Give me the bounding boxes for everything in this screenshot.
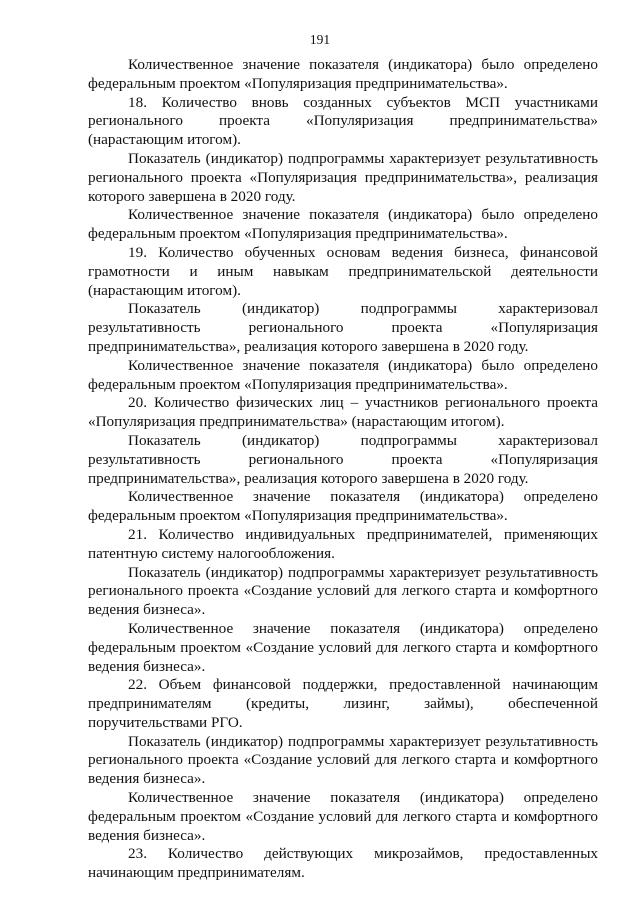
paragraph: Показатель (индикатор) подпрограммы характеризует результативность регионального проекта «Создание условий для легкого старта и комфортного ведения бизнеса».	[88, 563, 598, 619]
paragraph: Количественное значение показателя (индикатора) было определено федеральным проектом «Популяризация предпринимательства».	[88, 56, 598, 92]
paragraph: Количественное значение показателя (индикатора) определено федеральным проектом «Популяризация предпринимательства».	[88, 488, 598, 525]
paragraph: Показатель (индикатор) подпрограммы характеризовал результативность регионального проекта «Популяризация предпринимательства», реализация которого завершена в 2020 году.	[88, 431, 598, 487]
paragraph: 23. Количество действующих микрозаймов, предоставленных начинающим предпринимателям.	[88, 845, 598, 882]
document-body	[88, 56, 598, 883]
paragraph: Количественное значение показателя (индикатора) было определено федеральным проектом «Популяризация предпринимательства».	[88, 206, 598, 243]
paragraph: Показатель (индикатор) подпрограммы характеризует результативность регионального проекта «Популяризация предпринимательства», реализация которого завершена в 2020 году.	[88, 149, 598, 205]
paragraph: 18. Количество вновь созданных субъектов МСП участниками регионального проекта «Популяризация предпринимательства» (нарастающим итогом).	[88, 93, 598, 149]
paragraph: Показатель (индикатор) подпрограммы характеризует результативность регионального проекта «Создание условий для легкого старта и комфортного ведения бизнеса».	[88, 732, 598, 788]
paragraph: Количественное значение показателя (индикатора) определено федеральным проектом «Создание условий для легкого старта и комфортного ведения бизнеса».	[88, 789, 598, 844]
paragraph: 19. Количество обученных основам ведения бизнеса, финансовой грамотности и иным навыкам предпринимательской деятельности (нарастающим итогом).	[88, 243, 598, 299]
paragraph: Количественное значение показателя (индикатора) определено федеральным проектом «Создание условий для легкого старта и комфортного ведения бизнеса».	[88, 619, 598, 675]
page-number: 191	[309, 32, 331, 47]
paragraph: Количественное значение показателя (индикатора) было определено федеральным проектом «Популяризация предпринимательства».	[88, 356, 598, 393]
paragraph: 20. Количество физических лиц – участников регионального проекта «Популяризация предпринимательства» (нарастающим итогом).	[88, 394, 598, 431]
paragraph: 21. Количество индивидуальных предпринимателей, применяющих патентную систему налогообложения.	[88, 525, 598, 562]
paragraph: Показатель (индикатор) подпрограммы характеризовал результативность регионального проекта «Популяризация предпринимательства», реализация которого завершена в 2020 году.	[88, 300, 598, 355]
paragraph: 22. Объем финансовой поддержки, предоставленной начинающим предпринимателям (кредиты, лизинг, займы), обеспеченной поручительствами РГО.	[88, 676, 598, 731]
